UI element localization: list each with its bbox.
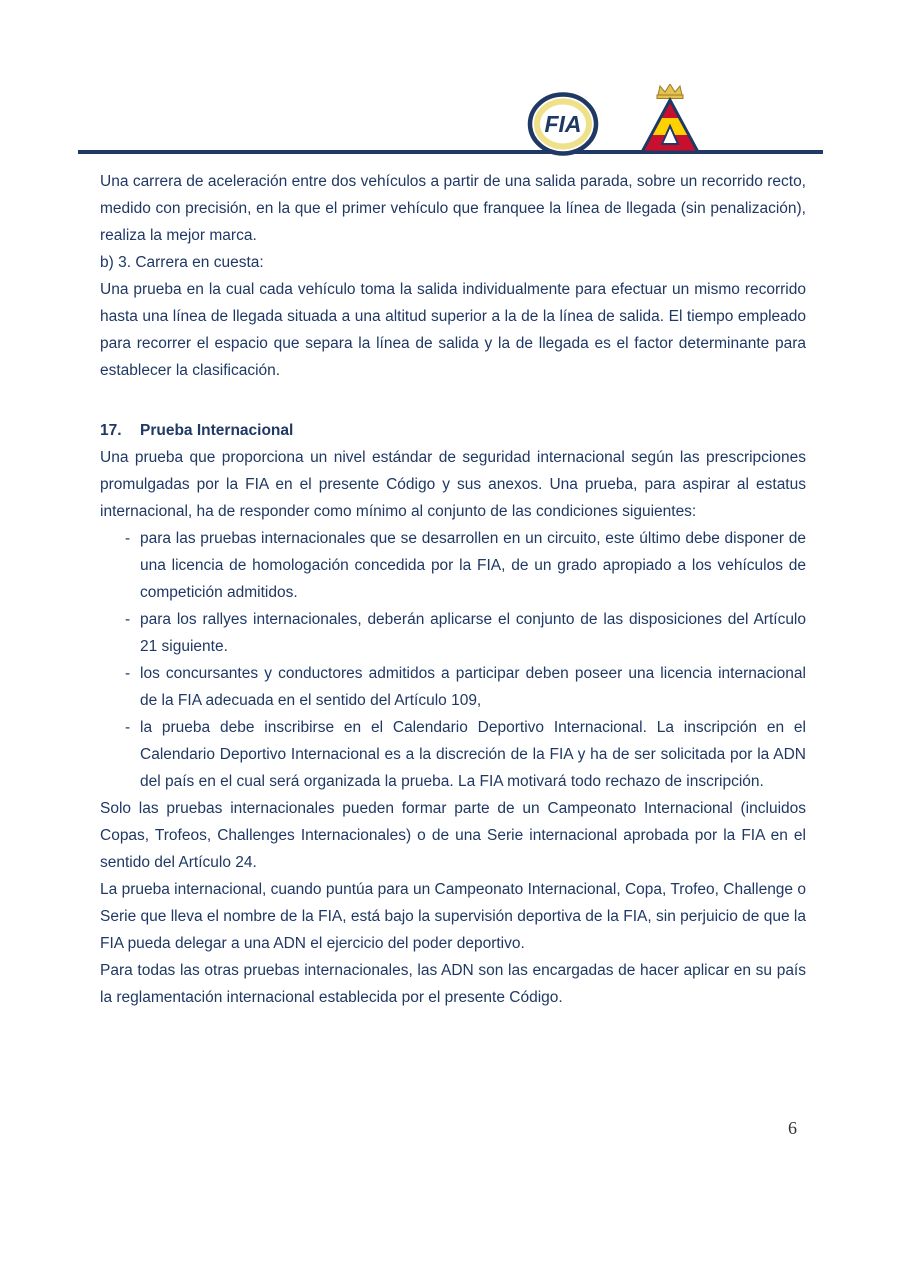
bullet-dash: -: [125, 530, 131, 547]
paragraph-international-event-intro: Una prueba que proporciona un nivel estándar de seguridad internacional según las prescripciones promulgadas por la FIA en el presente Código y sus anexos. Una prueba, para aspirar al estatus internacional, ha de responder como mínimo al conjunto de las condiciones siguientes:: [100, 449, 806, 520]
list-item: [125, 606, 806, 660]
bullet-dash: -: [125, 611, 131, 628]
page-number: 6: [788, 1118, 797, 1138]
document-content: [100, 168, 806, 1011]
crown-icon: [657, 84, 683, 99]
bullet-text-rallies: para los rallyes internacionales, deberán aplicarse el conjunto de las disposiciones del Artículo 21 siguiente.: [140, 611, 806, 655]
rfeda-logo-graphic: [620, 84, 704, 156]
fia-logo-graphic: [527, 92, 599, 156]
list-item: [125, 525, 806, 606]
bullet-dash: -: [125, 719, 131, 736]
section-heading-17: [100, 417, 806, 444]
bullet-text-calendar: la prueba debe inscribirse en el Calendario Deportivo Internacional. La inscripción en el Calendario Deportivo Internacional es a la discreción de la FIA y ha de ser solicitada por la ADN del país en el cual será organizada la prueba. La FIA motivará todo rechazo de inscripción.: [140, 719, 806, 790]
bullet-dash: -: [125, 665, 131, 682]
paragraph-acceleration-race: Una carrera de aceleración entre dos vehículos a partir de una salida parada, sobre un recorrido recto, medido con precisión, en la que el primer vehículo que franquee la línea de llegada (sin penalización), realiza la mejor marca.: [100, 173, 806, 244]
list-item-b3-hill-climb: b) 3. Carrera en cuesta:: [100, 254, 264, 271]
section-title: Prueba Internacional: [140, 422, 294, 439]
list-item: [125, 714, 806, 795]
section-number: 17.: [100, 422, 122, 439]
bullet-text-circuit-licence: para las pruebas internacionales que se desarrollen en un circuito, este último debe disponer de una licencia de homologación concedida por la FIA, de un grado apropiado a los vehículos de competición admitidos.: [140, 530, 806, 601]
paragraph-adn-enforcement: Para todas las otras pruebas internacionales, las ADN son las encargadas de hacer aplicar en su país la reglamentación internacional establecida por el presente Código.: [100, 962, 806, 1006]
paragraph-fia-supervision: La prueba internacional, cuando puntúa para un Campeonato Internacional, Copa, Trofeo, Challenge o Serie que lleva el nombre de la FIA, está bajo la supervisión deportiva de la FIA, sin perjuicio de que la FIA pueda delegar a una ADN el ejercicio del poder deportivo.: [100, 881, 806, 952]
paragraph-hill-climb-definition: Una prueba en la cual cada vehículo toma la salida individualmente para efectuar un mismo recorrido hasta una línea de llegada situada a una altitud superior a la de la línea de salida. El tiempo empleado para recorrer el espacio que separa la línea de salida y la de llegada es el factor determinante para establecer la clasificación.: [100, 281, 806, 379]
fia-logo-text: FIA: [544, 111, 582, 137]
header-divider-line: [78, 150, 823, 154]
rfeda-logo-icon: [620, 84, 704, 156]
fia-logo-icon: [527, 92, 599, 156]
list-item: [125, 660, 806, 714]
paragraph-championship-series: Solo las pruebas internacionales pueden formar parte de un Campeonato Internacional (incluidos Copas, Trofeos, Challenges Internacionales) o de una Serie internacional aprobada por la FIA en el sentido del Artículo 24.: [100, 800, 806, 871]
bullet-text-licences: los concursantes y conductores admitidos a participar deben poseer una licencia internacional de la FIA adecuada en el sentido del Artículo 109,: [140, 665, 806, 709]
